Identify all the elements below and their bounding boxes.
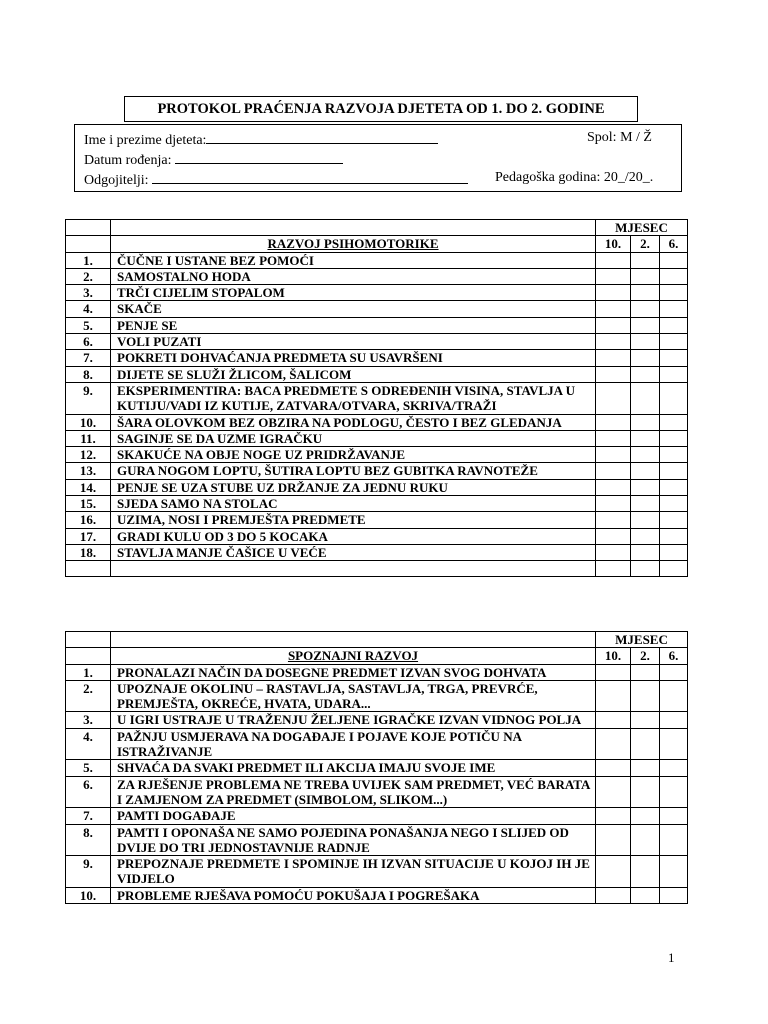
sex-line [587, 130, 652, 146]
check-cell-feb[interactable] [631, 680, 660, 712]
birth-label: Datum rođenja: [84, 153, 172, 168]
check-cell-oct[interactable] [596, 430, 631, 446]
check-cell-feb[interactable] [631, 824, 660, 856]
month-column-label: 6. [660, 648, 688, 664]
check-cell-jun[interactable] [660, 366, 688, 382]
checklist-row [66, 285, 688, 301]
item-text: PENJE SE UZA STUBE UZ DRŽANJE ZA JEDNU RUKU [111, 479, 596, 495]
checklist-row [66, 544, 688, 560]
item-number: 1. [66, 664, 111, 680]
check-cell-feb[interactable] [631, 887, 660, 903]
psychomotor-rows [66, 220, 688, 577]
section-header-row [66, 648, 688, 664]
month-column-label: 10. [596, 648, 631, 664]
item-number: 9. [66, 856, 111, 888]
item-text: PREPOZNAJE PREDMETE I SPOMINJE IH IZVAN SITUACIJE U KOJOJ IH JE VIDJELO [111, 856, 596, 888]
item-number: 7. [66, 808, 111, 824]
checklist-row [66, 317, 688, 333]
item-text: DIJETE SE SLUŽI ŽLICOM, ŠALICOM [111, 366, 596, 382]
checklist-row [66, 447, 688, 463]
item-number: 8. [66, 366, 111, 382]
check-cell-oct[interactable] [596, 887, 631, 903]
section-header-row [66, 236, 688, 252]
check-cell-oct[interactable] [596, 317, 631, 333]
item-text: STAVLJA MANJE ČAŠICE U VEĆE [111, 544, 596, 560]
item-text: PENJE SE [111, 317, 596, 333]
birth-date-field[interactable] [175, 150, 343, 164]
check-cell-feb[interactable] [631, 808, 660, 824]
checklist-row [66, 414, 688, 430]
check-cell-jun[interactable] [660, 447, 688, 463]
check-cell-feb[interactable] [631, 268, 660, 284]
check-cell-oct[interactable] [596, 776, 631, 808]
checklist-row [66, 712, 688, 728]
item-number: 3. [66, 285, 111, 301]
checklist-row [66, 301, 688, 317]
check-cell-jun[interactable] [660, 496, 688, 512]
check-cell-oct[interactable] [596, 856, 631, 888]
check-cell-jun[interactable] [660, 317, 688, 333]
name-label: Ime i prezime djeteta: [84, 133, 207, 148]
checklist-row [66, 252, 688, 268]
item-text: ŠARA OLOVKOM BEZ OBZIRA NA PODLOGU, ČESTO I BEZ GLEDANJA [111, 414, 596, 430]
page-number: 1 [668, 950, 675, 965]
check-cell-oct[interactable] [596, 285, 631, 301]
check-cell-jun[interactable] [660, 824, 688, 856]
item-text: EKSPERIMENTIRA: BACA PREDMETE S ODREĐENIH VISINA, STAVLJA U KUTIJU/VADI IZ KUTIJE, ZATVARA/OTVARA, SKRIVA/TRAŽI [111, 382, 596, 414]
name-field[interactable] [206, 130, 438, 144]
item-text: PAMTI I OPONAŠA NE SAMO POJEDINA PONAŠANJA NEGO I SLIJED OD DVIJE DO TRI JEDNOSTAVNIJE RADNJE [111, 824, 596, 856]
teachers-line [84, 170, 468, 189]
document-title: PROTOKOL PRAĆENJA RAZVOJA DJETETA OD 1. DO 2. GODINE [124, 96, 638, 122]
checklist-row [66, 664, 688, 680]
check-cell-feb[interactable] [631, 728, 660, 760]
month-column-label: 2. [631, 648, 660, 664]
item-text: PAŽNJU USMJERAVA NA DOGAĐAJE I POJAVE KOJE POTIČU NA ISTRAŽIVANJE [111, 728, 596, 760]
item-text: PROBLEME RJEŠAVA POMOĆU POKUŠAJA I POGREŠAKA [111, 887, 596, 903]
check-cell-feb[interactable] [631, 285, 660, 301]
check-cell-jun[interactable] [660, 664, 688, 680]
check-cell-feb[interactable] [631, 528, 660, 544]
check-cell-oct[interactable] [596, 366, 631, 382]
item-text: ZA RJEŠENJE PROBLEMA NE TREBA UVIJEK SAM PREDMET, VEĆ BARATA I ZAMJENOM ZA PREDMET (SIMBOLOM, SLIKOM...) [111, 776, 596, 808]
item-number: 13. [66, 463, 111, 479]
item-number: 3. [66, 712, 111, 728]
check-cell-oct[interactable] [596, 760, 631, 776]
check-cell-oct[interactable] [596, 512, 631, 528]
item-text: SAMOSTALNO HODA [111, 268, 596, 284]
check-cell-oct[interactable] [596, 496, 631, 512]
month-header-row [66, 220, 688, 236]
item-text: ČUČNE I USTANE BEZ POMOĆI [111, 252, 596, 268]
check-cell-oct[interactable] [596, 824, 631, 856]
checklist-row [66, 680, 688, 712]
section-heading: SPOZNAJNI RAZVOJ [111, 648, 596, 664]
item-number: 15. [66, 496, 111, 512]
checklist-row [66, 268, 688, 284]
check-cell-feb[interactable] [631, 776, 660, 808]
checklist-row [66, 760, 688, 776]
name-line [84, 130, 438, 149]
check-cell-feb[interactable] [631, 366, 660, 382]
month-label: MJESEC [596, 220, 688, 236]
check-cell-feb[interactable] [631, 463, 660, 479]
check-cell-feb[interactable] [631, 447, 660, 463]
item-text: SAGINJE SE DA UZME IGRAČKU [111, 430, 596, 446]
item-number: 5. [66, 317, 111, 333]
check-cell-oct[interactable] [596, 544, 631, 560]
check-cell-feb[interactable] [631, 512, 660, 528]
checklist-row [66, 382, 688, 414]
item-number: 10. [66, 887, 111, 903]
check-cell-jun[interactable] [660, 856, 688, 888]
item-number: 4. [66, 301, 111, 317]
check-cell-feb[interactable] [631, 664, 660, 680]
month-header-row [66, 632, 688, 648]
item-number: 8. [66, 824, 111, 856]
checklist-row [66, 808, 688, 824]
check-cell-jun[interactable] [660, 334, 688, 350]
check-cell-jun[interactable] [660, 776, 688, 808]
item-number: 16. [66, 512, 111, 528]
check-cell-oct[interactable] [596, 382, 631, 414]
checklist-row [66, 512, 688, 528]
check-cell-oct[interactable] [596, 414, 631, 430]
teachers-label: Odgojitelji: [84, 173, 149, 188]
checklist-row [66, 334, 688, 350]
check-cell-oct[interactable] [596, 528, 631, 544]
year-line [495, 170, 653, 186]
item-number: 6. [66, 776, 111, 808]
check-cell-jun[interactable] [660, 268, 688, 284]
check-cell-jun[interactable] [660, 285, 688, 301]
check-cell-oct[interactable] [596, 350, 631, 366]
check-cell-jun[interactable] [660, 382, 688, 414]
month-label: MJESEC [596, 632, 688, 648]
check-cell-jun[interactable] [660, 512, 688, 528]
item-number: 10. [66, 414, 111, 430]
item-text: VOLI PUZATI [111, 334, 596, 350]
check-cell-oct[interactable] [596, 334, 631, 350]
check-cell-feb[interactable] [631, 301, 660, 317]
checklist-row [66, 887, 688, 903]
check-cell-oct[interactable] [596, 268, 631, 284]
item-number: 2. [66, 680, 111, 712]
checklist-row [66, 496, 688, 512]
checklist-row [66, 463, 688, 479]
item-number: 2. [66, 268, 111, 284]
item-text: PRONALAZI NAČIN DA DOSEGNE PREDMET IZVAN SVOG DOHVATA [111, 664, 596, 680]
check-cell-jun[interactable] [660, 728, 688, 760]
check-cell-feb[interactable] [631, 414, 660, 430]
check-cell-jun[interactable] [660, 350, 688, 366]
cognitive-rows [66, 632, 688, 904]
check-cell-feb[interactable] [631, 350, 660, 366]
check-cell-oct[interactable] [596, 664, 631, 680]
checklist-row [66, 728, 688, 760]
item-text: SKAKUĆE NA OBJE NOGE UZ PRIDRŽAVANJE [111, 447, 596, 463]
item-number: 14. [66, 479, 111, 495]
check-cell-jun[interactable] [660, 760, 688, 776]
check-cell-jun[interactable] [660, 430, 688, 446]
item-text: U IGRI USTRAJE U TRAŽENJU ŽELJENE IGRAČKE IZVAN VIDNOG POLJA [111, 712, 596, 728]
item-text: POKRETI DOHVAĆANJA PREDMETA SU USAVRŠENI [111, 350, 596, 366]
check-cell-oct[interactable] [596, 252, 631, 268]
check-cell-jun[interactable] [660, 463, 688, 479]
item-number: 1. [66, 252, 111, 268]
check-cell-oct[interactable] [596, 808, 631, 824]
check-cell-oct[interactable] [596, 301, 631, 317]
item-number: 9. [66, 382, 111, 414]
checklist-row [66, 528, 688, 544]
check-cell-feb[interactable] [631, 496, 660, 512]
teachers-field[interactable] [152, 170, 468, 184]
item-text: SKAČE [111, 301, 596, 317]
month-column-label: 10. [596, 236, 631, 252]
item-number: 5. [66, 760, 111, 776]
check-cell-jun[interactable] [660, 479, 688, 495]
cognitive-checklist [65, 631, 688, 904]
checklist-row [66, 479, 688, 495]
check-cell-jun[interactable] [660, 252, 688, 268]
check-cell-feb[interactable] [631, 334, 660, 350]
check-cell-jun[interactable] [660, 808, 688, 824]
sex-label: Spol: [587, 130, 617, 145]
check-cell-feb[interactable] [631, 712, 660, 728]
check-cell-jun[interactable] [660, 528, 688, 544]
month-column-label: 2. [631, 236, 660, 252]
item-number: 12. [66, 447, 111, 463]
checklist-row [66, 430, 688, 446]
item-number: 6. [66, 334, 111, 350]
checklist-row [66, 776, 688, 808]
checklist-row [66, 856, 688, 888]
item-number: 11. [66, 430, 111, 446]
check-cell-feb[interactable] [631, 382, 660, 414]
item-number: 4. [66, 728, 111, 760]
check-cell-oct[interactable] [596, 680, 631, 712]
check-cell-jun[interactable] [660, 712, 688, 728]
sex-options[interactable]: M / Ž [620, 130, 652, 145]
check-cell-oct[interactable] [596, 728, 631, 760]
checklist-row [66, 350, 688, 366]
check-cell-jun[interactable] [660, 301, 688, 317]
check-cell-oct[interactable] [596, 463, 631, 479]
check-cell-oct[interactable] [596, 712, 631, 728]
check-cell-feb[interactable] [631, 856, 660, 888]
child-info-box [74, 124, 682, 192]
checklist-row [66, 824, 688, 856]
item-text: UPOZNAJE OKOLINU – RASTAVLJA, SASTAVLJA, TRGA, PREVRĆE, PREMJEŠTA, OKREĆE, HVATA, UDARA... [111, 680, 596, 712]
check-cell-oct[interactable] [596, 447, 631, 463]
item-text: SHVAĆA DA SVAKI PREDMET ILI AKCIJA IMAJU SVOJE IME [111, 760, 596, 776]
check-cell-oct[interactable] [596, 479, 631, 495]
check-cell-feb[interactable] [631, 479, 660, 495]
check-cell-feb[interactable] [631, 317, 660, 333]
check-cell-feb[interactable] [631, 252, 660, 268]
check-cell-jun[interactable] [660, 414, 688, 430]
birth-line [84, 150, 343, 169]
check-cell-jun[interactable] [660, 887, 688, 903]
check-cell-jun[interactable] [660, 680, 688, 712]
blank-row [66, 561, 688, 577]
month-column-label: 6. [660, 236, 688, 252]
year-label: Pedagoška godina: [495, 170, 601, 185]
item-number: 7. [66, 350, 111, 366]
item-number: 18. [66, 544, 111, 560]
item-text: GURA NOGOM LOPTU, ŠUTIRA LOPTU BEZ GUBITKA RAVNOTEŽE [111, 463, 596, 479]
item-text: UZIMA, NOSI I PREMJEŠTA PREDMETE [111, 512, 596, 528]
item-text: GRADI KULU OD 3 DO 5 KOCAKA [111, 528, 596, 544]
check-cell-feb[interactable] [631, 760, 660, 776]
item-text: PAMTI DOGAĐAJE [111, 808, 596, 824]
item-number: 17. [66, 528, 111, 544]
section-heading: RAZVOJ PSIHOMOTORIKE [111, 236, 596, 252]
year-value[interactable]: 20_/20_. [603, 170, 654, 185]
checklist-row [66, 366, 688, 382]
psychomotor-checklist [65, 219, 688, 577]
check-cell-feb[interactable] [631, 544, 660, 560]
item-text: TRČI CIJELIM STOPALOM [111, 285, 596, 301]
check-cell-feb[interactable] [631, 430, 660, 446]
item-text: SJEDA SAMO NA STOLAC [111, 496, 596, 512]
check-cell-jun[interactable] [660, 544, 688, 560]
